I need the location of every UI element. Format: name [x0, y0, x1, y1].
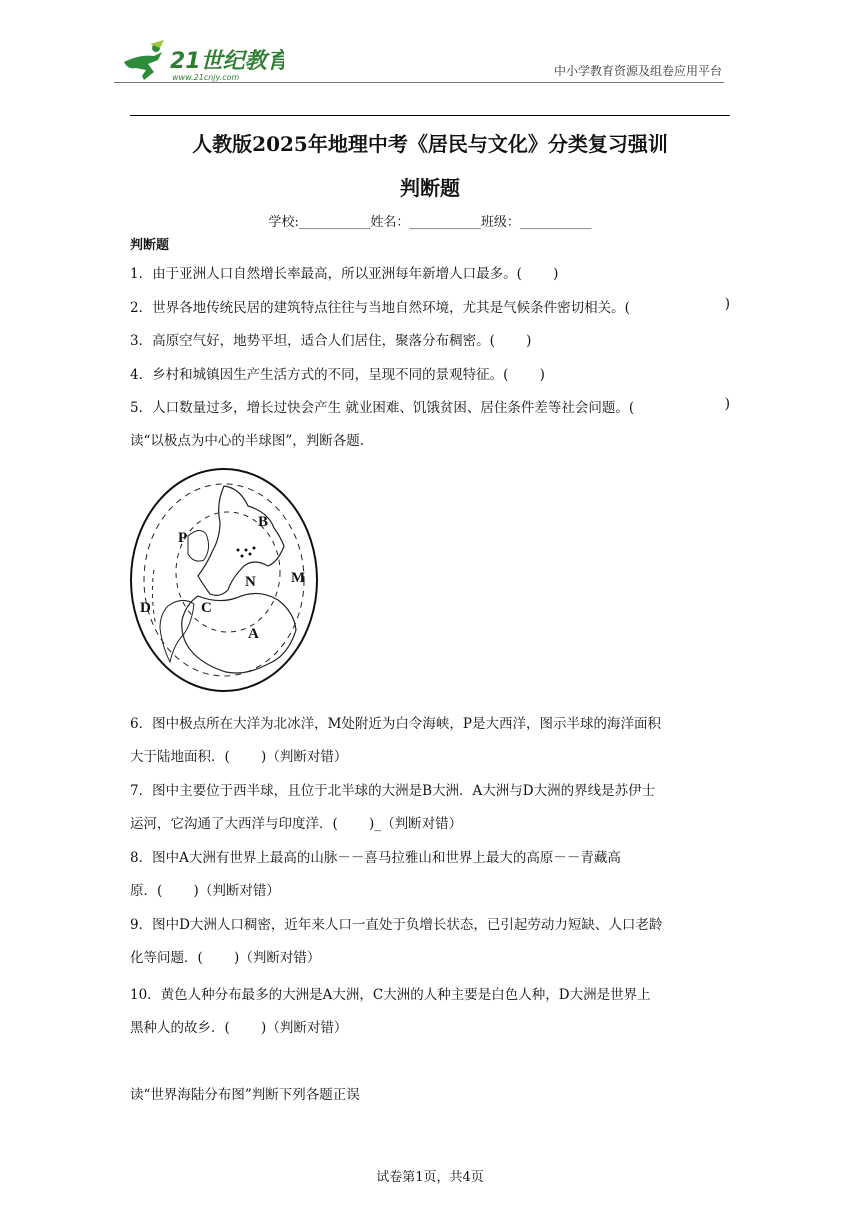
map-label-b: B — [258, 514, 269, 530]
question-9-line-1: 9．图中D大洲人口稠密，近年来人口一直处于负增长状态，已引起劳动力短缺、人口老龄 — [130, 917, 663, 933]
question-2-text: 2．世界各地传统民居的建筑特点往往与当地自然环境，尤其是气候条件密切相关。( — [130, 300, 630, 316]
logo-graphic — [114, 38, 284, 86]
map-label-d: D — [140, 600, 151, 616]
page-title: 人教版2025年地理中考《居民与文化》分类复习强训 — [192, 132, 668, 156]
school-info-line: 学校:___________姓名：___________班级：___________ — [268, 215, 592, 230]
question-10-line-1: 10．黄色人种分布最多的大洲是A大洲，C大洲的人种主要是白色人种，D大洲是世界上 — [130, 987, 651, 1003]
question-5-bracket: ) — [724, 396, 730, 412]
platform-name: 中小学教育资源及组卷应用平台 — [553, 64, 722, 78]
logo-url: www.21cnjy.com — [172, 73, 240, 82]
question-2-bracket: ) — [724, 296, 730, 312]
question-5-text: 5．人口数量过多，增长过快会产生 就业困难、饥饿贫困、居住条件差等社会问题。( — [130, 400, 635, 416]
page-footer: 试卷第1页，共4页 — [376, 1170, 484, 1185]
question-7-line-2: 运河，它沟通了大西洋与印度洋．( )_（判断对错） — [130, 816, 463, 832]
question-3: 3．高原空气好，地势平坦，适合人们居住，聚落分布稠密。( ) — [130, 333, 532, 349]
question-2 — [130, 296, 730, 316]
map-label-c: C — [201, 600, 212, 616]
question-6-line-2: 大于陆地面积．( )（判断对错） — [130, 749, 348, 765]
title-divider — [130, 115, 730, 116]
question-10-line-2: 黑种人的故乡．( )（判断对错） — [130, 1020, 348, 1036]
section-heading: 判断题 — [130, 238, 170, 253]
question-9-line-2: 化等问题．( )（判断对错） — [130, 950, 321, 966]
reading-prompt-2: 读“世界海陆分布图”判断下列各题正误 — [130, 1087, 360, 1103]
logo — [114, 38, 284, 86]
question-5 — [130, 396, 730, 416]
map-label-n: N — [245, 574, 256, 590]
polar-hemisphere-map — [128, 466, 320, 694]
question-8-line-2: 原．( )（判断对错） — [130, 883, 280, 899]
question-1: 1．由于亚洲人口自然增长率最高，所以亚洲每年新增人口最多。( ) — [130, 266, 559, 282]
logo-title: 21世纪教育 — [170, 49, 284, 74]
map-label-a: A — [248, 626, 259, 642]
question-4: 4．乡村和城镇因生产生活方式的不同，呈现不同的景观特征。( ) — [130, 367, 545, 383]
map-figure — [128, 466, 320, 694]
question-7-line-1: 7．图中主要位于西半球，且位于北半球的大洲是B大洲．A大洲与D大洲的界线是苏伊士 — [130, 783, 656, 799]
question-6-line-1: 6．图中极点所在大洋为北冰洋，M处附近为白令海峡，P是大西洋，图示半球的海洋面积 — [130, 716, 661, 732]
map-label-p: P — [178, 530, 188, 546]
header-divider — [114, 82, 724, 83]
reading-prompt-1: 读“以极点为中心的半球图”，判断各题. — [130, 433, 365, 449]
question-8-line-1: 8．图中A大洲有世界上最高的山脉－－喜马拉雅山和世界上最大的高原－－青藏高 — [130, 850, 621, 866]
map-label-m: M — [291, 570, 306, 586]
page-subtitle: 判断题 — [400, 176, 460, 200]
